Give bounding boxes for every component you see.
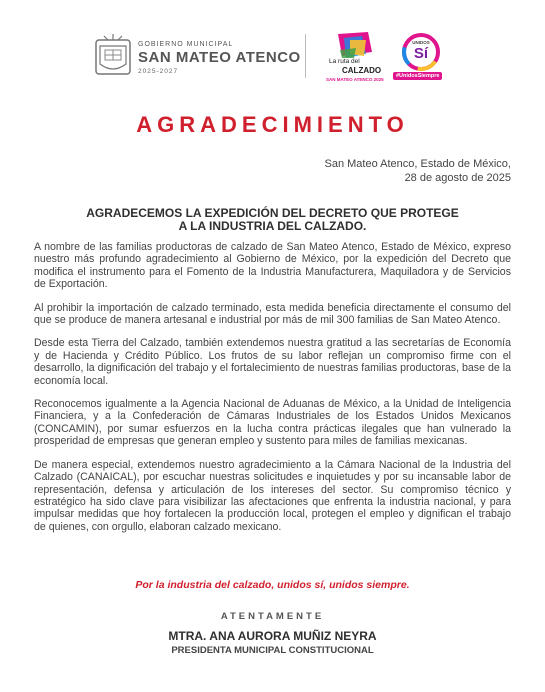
government-label: GOBIERNO MUNICIPAL — [138, 41, 234, 48]
body-paragraph: Desde esta Tierra del Calzado, también extendemos nuestra gratitud a las secretarías de Economía y de Hacienda y Crédito Público. Los frutos de su labor reflejan un compromiso firme con el desarrollo, la dignificación del trabajo y el fortalecimiento de nuestras familias productoras, base de la economía local. — [34, 337, 511, 387]
subject-line-2: A LA INDUSTRIA DEL CALZADO. — [178, 219, 367, 233]
government-name-block — [138, 41, 301, 75]
municipality-name: SAN MATEO ATENCO — [138, 49, 301, 66]
body-paragraph: De manera especial, extendemos nuestro agradecimiento a la Cámara Nacional de la Industria del Calzado (CANAICAL), por escuchar nuestras solicitudes e inquietudes y por su incansable labor de representación, defensa y articulación de los intereses del sector. Su compromiso técnico y estratégico ha sido clave para visibilizar las afectaciones que enfrenta la industria nacional, y para impulsar medidas que hoy fortalecen la producción local, protegen el empleo y dignifican el trabajo de quienes, con orgullo, elaboran calzado mexicano. — [34, 458, 511, 533]
unidos-hashtag: #UnidosSiempre — [393, 72, 442, 80]
header-divider — [305, 34, 306, 78]
date-line: 28 de agosto de 2025 — [404, 172, 511, 184]
body-paragraph: Reconocemos igualmente a la Agencia Nacional de Aduanas de México, a la Unidad de Inteligencia Financiera, y a la Confederación de Cámaras Industriales de los Estados Unidos Mexicanos (CONCAMIN), por sumar esfuerzos en la lucha contra prácticas ilegales que han vulnerado la prosperidad de empresas que generan empleo y sustento para miles de familias mexicanas. — [34, 398, 511, 448]
subject-heading — [34, 207, 511, 233]
administration-years: 2025-2027 — [138, 68, 179, 75]
slogan: Por la industria del calzado, unidos sí, unidos siempre. — [135, 579, 410, 591]
municipal-seal-icon — [94, 34, 132, 78]
body-paragraph: Al prohibir la importación de calzado terminado, esta medida beneficia directamente el consumo del que se produce de manera artesanal e industrial por más de mil 300 familias de San Mateo Atenco. — [34, 301, 511, 327]
closing-word: ATENTAMENTE — [220, 611, 325, 622]
place-and-date — [324, 157, 511, 185]
body-paragraph: A nombre de las familias productoras de calzado de San Mateo Atenco, Estado de México, expreso nuestro más profundo agradecimiento al Gobierno de México, por la expedición del Decreto que modifica el instrumento para el Fomento de la Industria Manufacturera, Maquiladora y de Servicios de Exportación. — [34, 241, 511, 291]
place-line: San Mateo Atenco, Estado de México, — [324, 158, 511, 170]
ruta-logo-line3: SAN MATEO ATENCO 2025 — [326, 77, 384, 82]
letterhead — [0, 0, 545, 100]
unidos-big-text: Sí — [413, 45, 429, 62]
subject-line-1: AGRADECEMOS LA EXPEDICIÓN DEL DECRETO QUE PROTEGE — [86, 206, 459, 220]
document-title: AGRADECIMIENTO — [136, 112, 409, 137]
letter-body — [34, 241, 511, 544]
ruta-logo-line1: La ruta del — [329, 58, 360, 65]
signer-name: MTRA. ANA AURORA MUÑIZ NEYRA — [168, 629, 377, 643]
unidos-small-text: UNIDOS — [412, 40, 430, 45]
signer-role: PRESIDENTA MUNICIPAL CONSTITUCIONAL — [171, 645, 374, 656]
ruta-logo-line2: CALZADO — [342, 66, 382, 75]
